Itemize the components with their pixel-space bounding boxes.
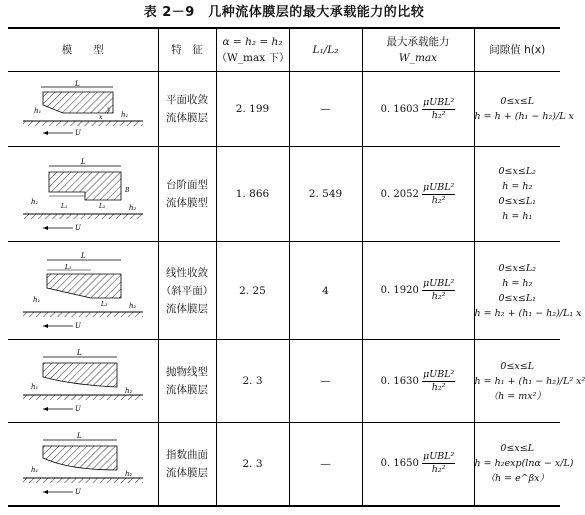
load-fraction <box>422 451 455 476</box>
feature-line: 流体膜型 <box>166 197 208 209</box>
alpha-value: 2. 3 <box>216 423 289 506</box>
svg-text:h₁: h₁ <box>30 383 39 391</box>
load-coefficient: 0. 1650 <box>380 458 419 470</box>
model-cell <box>8 423 158 506</box>
feature-cell <box>158 147 216 242</box>
svg-text:L₂: L₂ <box>100 300 108 308</box>
gap-cell <box>474 340 585 423</box>
svg-text:y: y <box>106 106 111 113</box>
stepped-film-diagram <box>13 152 153 236</box>
gap-line: h = h₁ + (h₁ − h₂)/L² x² <box>474 375 585 387</box>
svg-text:U: U <box>74 405 81 413</box>
load-denominator: h₂² <box>431 291 446 302</box>
load-numerator: μUBL² <box>423 368 455 380</box>
ratio-value: — <box>289 423 362 506</box>
plane-converging-film-diagram <box>13 77 153 141</box>
feature-line: （斜平面） <box>160 284 214 297</box>
gap-line: 0≤x≤L₂ <box>498 166 536 177</box>
svg-text:U: U <box>74 129 81 137</box>
svg-text:x: x <box>98 114 103 121</box>
table-row <box>8 340 560 423</box>
load-coefficient: 0. 1603 <box>380 103 419 115</box>
load-denominator: h₂² <box>431 464 446 476</box>
gap-line: （h = e^βx） <box>485 473 550 485</box>
load-cell <box>362 242 474 340</box>
svg-text:L₂: L₂ <box>98 203 106 210</box>
table-row <box>8 72 560 147</box>
load-fraction <box>422 278 455 303</box>
model-cell <box>8 340 158 423</box>
feature-line: 线性收敛 <box>166 266 208 279</box>
feature-cell <box>158 340 216 423</box>
feature-line: 平面收敛 <box>166 94 208 106</box>
load-cell <box>362 340 474 423</box>
model-cell <box>8 242 158 340</box>
svg-text:L: L <box>80 158 86 166</box>
header-load <box>362 28 474 72</box>
header-ratio: L₁/L₂ <box>289 28 362 72</box>
load-denominator: h₂² <box>431 194 446 206</box>
load-fraction <box>422 182 455 207</box>
gap-line: 0≤x≤L <box>500 443 535 455</box>
gap-cell <box>474 72 574 147</box>
gap-line: （h = mx²） <box>488 390 546 402</box>
svg-text:L: L <box>76 431 82 440</box>
svg-text:L₁: L₁ <box>60 203 68 210</box>
header-row <box>8 28 560 72</box>
gap-line: h = h₂ <box>502 181 533 192</box>
parabolic-film-diagram <box>13 345 153 417</box>
header-alpha-line2: （W_max 下） <box>216 52 290 64</box>
svg-text:h₂: h₂ <box>124 387 133 395</box>
header-gap: 间隙值 h(x) <box>474 28 560 72</box>
load-numerator: μUBL² <box>423 278 455 289</box>
gap-cell <box>474 242 582 340</box>
svg-text:L: L <box>76 349 82 357</box>
header-alpha <box>216 28 289 72</box>
alpha-value: 2. 3 <box>216 340 289 423</box>
load-fraction <box>422 369 455 394</box>
gap-cell <box>474 147 560 242</box>
svg-text:h₁: h₁ <box>33 107 42 115</box>
svg-text:L: L <box>80 251 86 260</box>
feature-cell <box>158 423 216 506</box>
gap-line: h = h₂exp(lnα − x/L) <box>474 458 574 470</box>
svg-text:h₁: h₁ <box>30 198 39 206</box>
linear-converging-inclined-film-diagram <box>13 248 153 334</box>
model-cell <box>8 72 158 147</box>
ratio-value: 4 <box>289 242 362 340</box>
header-feature: 特 征 <box>158 28 216 72</box>
load-numerator: μUBL² <box>423 96 455 108</box>
alpha-value: 2. 199 <box>216 72 289 147</box>
svg-text:U: U <box>74 224 81 232</box>
gap-line: 0≤x≤L <box>500 96 535 107</box>
gap-line: h = h₂ + (h₁ − h₂)/L₁ x <box>474 307 582 319</box>
load-numerator: μUBL² <box>423 181 455 193</box>
alpha-value: 1. 866 <box>216 147 289 242</box>
header-model: 模 型 <box>8 28 158 72</box>
load-cell <box>362 423 474 506</box>
load-coefficient: 0. 1920 <box>380 285 419 296</box>
svg-text:h₂: h₂ <box>128 301 137 310</box>
feature-line: 指数曲面 <box>166 448 208 461</box>
alpha-value: 2. 25 <box>216 242 289 340</box>
ratio-value: 2. 549 <box>289 147 362 242</box>
svg-text:B: B <box>124 187 130 194</box>
comparison-table <box>8 27 585 507</box>
feature-cell <box>158 242 216 340</box>
gap-line: 0≤x≤L₁ <box>498 292 536 304</box>
ratio-value: — <box>289 72 362 147</box>
header-alpha-line1: α = h₂ = h₂ <box>222 36 283 48</box>
svg-text:h₂: h₂ <box>128 204 137 212</box>
load-denominator: h₂² <box>431 381 446 393</box>
gap-line: 0≤x≤L₂ <box>498 262 536 274</box>
feature-line: 台阶面型 <box>166 179 208 191</box>
gap-line: 0≤x≤L₁ <box>498 196 536 207</box>
svg-text:h₁: h₁ <box>32 295 41 304</box>
feature-cell <box>158 72 216 147</box>
table-row <box>8 147 560 242</box>
load-cell <box>362 147 474 242</box>
gap-line: h = h₂ <box>502 277 533 289</box>
load-coefficient: 0. 2052 <box>380 188 419 200</box>
feature-line: 流体膜层 <box>166 302 208 315</box>
svg-text:h₁: h₁ <box>120 111 129 119</box>
load-coefficient: 0. 1630 <box>380 375 419 387</box>
exponential-curved-film-diagram <box>13 428 153 500</box>
model-cell <box>8 147 158 242</box>
feature-line: 流体膜层 <box>166 112 208 124</box>
load-cell <box>362 72 474 147</box>
ratio-value: — <box>289 340 362 423</box>
feature-line: 抛物线型 <box>166 366 208 378</box>
gap-cell <box>474 423 574 506</box>
gap-line: h = h + (h₁ − h₂)/L x <box>474 111 574 122</box>
load-denominator: h₂² <box>431 109 446 121</box>
feature-line: 流体膜层 <box>166 384 208 396</box>
feature-line: 流体膜层 <box>166 466 208 479</box>
svg-text:L: L <box>74 80 80 88</box>
gap-line: 0≤x≤L <box>500 360 535 372</box>
svg-text:h₁: h₁ <box>30 465 39 474</box>
load-fraction <box>422 97 455 122</box>
svg-text:h₂: h₂ <box>124 469 133 478</box>
header-load-line2: W_max <box>398 52 438 64</box>
load-numerator: μUBL² <box>423 451 455 463</box>
header-load-line1: 最大承载能力 <box>386 36 450 48</box>
svg-text:L₁: L₁ <box>64 263 72 271</box>
gap-line: h = h₁ <box>502 211 533 222</box>
svg-text:U: U <box>74 321 81 330</box>
table-row <box>8 242 560 340</box>
table-row <box>8 423 560 506</box>
table-caption: 表 2－9 几种流体膜层的最大承载能力的比较 <box>143 5 425 20</box>
svg-text:U: U <box>74 487 81 496</box>
